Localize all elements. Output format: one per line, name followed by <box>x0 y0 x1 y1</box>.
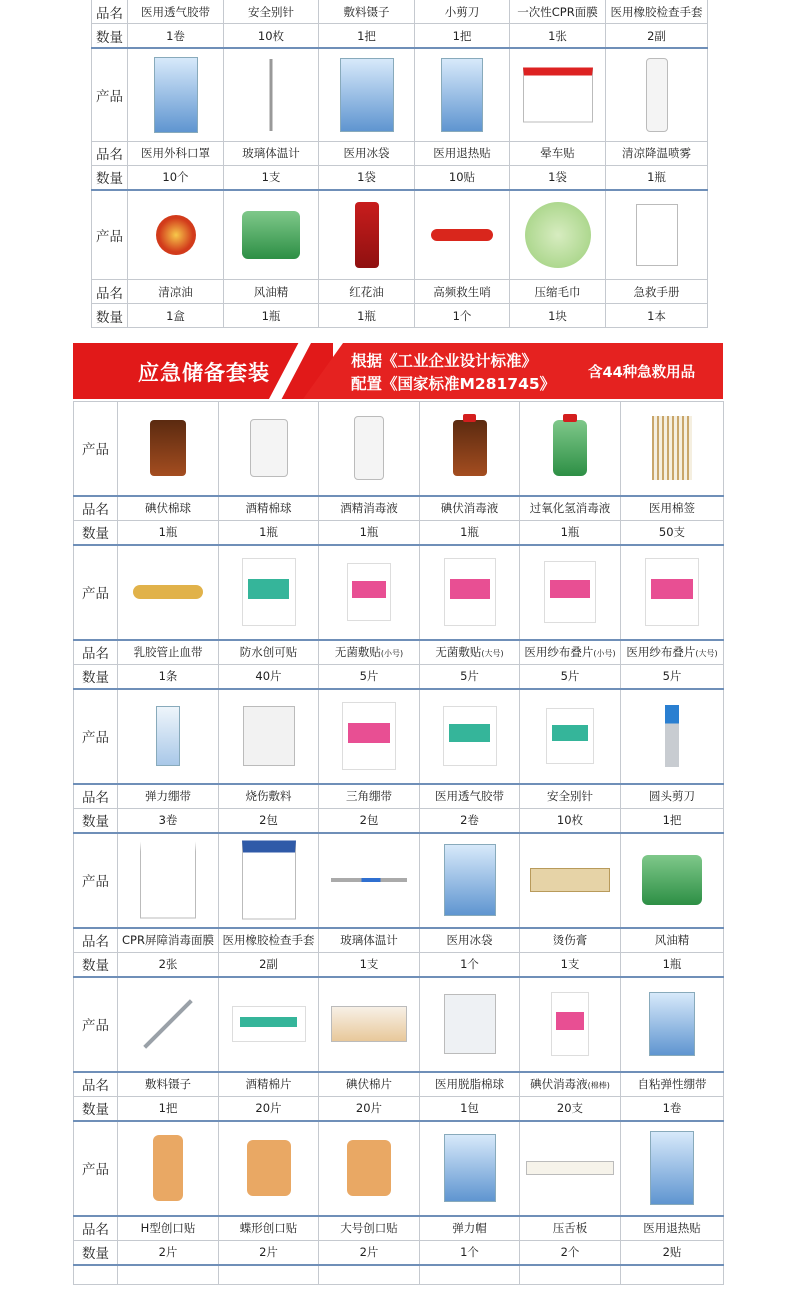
product-name: 压缩毛巾 <box>510 280 606 304</box>
product-label: 产品 <box>92 48 128 141</box>
cotton-swabs-image <box>652 416 692 480</box>
emergency-kit-banner <box>73 343 723 399</box>
cut-off-cell <box>420 1265 520 1285</box>
product-qty: 1支 <box>224 165 319 190</box>
cut-off-cell <box>118 1265 219 1285</box>
product-image <box>510 190 606 280</box>
product-qty: 2片 <box>219 1240 319 1265</box>
product-name: 碘伏棉球 <box>118 496 219 521</box>
name-row <box>74 784 724 809</box>
fever-patch-image <box>650 1131 694 1205</box>
product-qty: 1瓶 <box>420 520 520 545</box>
product-qty: 2副 <box>219 952 319 977</box>
name-row <box>92 141 708 165</box>
tweezers-image <box>143 999 192 1048</box>
qty-row <box>74 952 724 977</box>
product-qty: 3卷 <box>118 808 219 833</box>
product-qty: 2片 <box>118 1240 219 1265</box>
product-image <box>621 977 724 1072</box>
product-qty: 1块 <box>510 304 606 328</box>
product-image <box>415 190 510 280</box>
cut-off-cell <box>219 1265 319 1285</box>
ice-bag-image <box>444 844 496 916</box>
product-name: 急救手册 <box>606 280 708 304</box>
product-image <box>219 977 319 1072</box>
waterproof-bandage-image <box>242 558 296 626</box>
product-name: 医用透气胶带 <box>420 784 520 809</box>
product-name: 医用橡胶检查手套 <box>219 928 319 953</box>
product-image <box>420 402 520 496</box>
product-name: 烧伤敷料 <box>219 784 319 809</box>
product-image <box>118 545 219 640</box>
image-row <box>74 1121 724 1216</box>
alcohol-pads-image <box>232 1006 306 1042</box>
product-qty: 1盒 <box>128 304 224 328</box>
product-image <box>319 1121 420 1216</box>
large-bandage-image <box>347 1140 391 1196</box>
product-name: 圆头剪刀 <box>621 784 724 809</box>
product-name: 碘伏棉片 <box>319 1072 420 1097</box>
product-qty: 5片 <box>621 664 724 689</box>
product-image <box>510 48 606 141</box>
product-name: 敷料镊子 <box>319 0 415 24</box>
product-name: 防水创可贴 <box>219 640 319 665</box>
qty-row <box>92 165 708 190</box>
tourniquet-image <box>133 585 203 599</box>
product-qty: 2包 <box>319 808 420 833</box>
product-image <box>224 48 319 141</box>
product-name: 碘伏消毒液 <box>420 496 520 521</box>
fever-patch-image <box>441 58 483 132</box>
cut-off-cell <box>74 1265 118 1285</box>
product-image <box>415 48 510 141</box>
h-bandage-image <box>153 1135 183 1201</box>
banner-standard-line1: 根据《工业企业设计标准》 <box>351 352 538 370</box>
triangular-bandage-image <box>342 702 396 770</box>
product-qty: 5片 <box>520 664 621 689</box>
product-name: 医用冰袋 <box>319 141 415 165</box>
name-label: 品名 <box>74 496 118 521</box>
product-name: 蝶形创口贴 <box>219 1216 319 1241</box>
product-qty: 1袋 <box>510 165 606 190</box>
product-name: 医用透气胶带 <box>128 0 224 24</box>
product-qty: 1瓶 <box>606 165 708 190</box>
safflower-oil-image <box>355 202 379 268</box>
product-image <box>520 545 621 640</box>
product-image <box>606 190 708 280</box>
cut-off-cell <box>520 1265 621 1285</box>
image-row <box>74 977 724 1072</box>
product-qty: 1瓶 <box>319 304 415 328</box>
burn-cream-image <box>530 868 610 892</box>
product-qty: 1个 <box>420 1240 520 1265</box>
tongue-depressor-image <box>526 1161 614 1175</box>
product-name: 清凉油 <box>128 280 224 304</box>
iodophor-cotton-ball-bottle-image <box>150 420 186 476</box>
medicated-oil-image <box>642 855 702 905</box>
product-qty: 2贴 <box>621 1240 724 1265</box>
product-qty: 20支 <box>520 1096 621 1121</box>
size-note: (小号) <box>593 649 616 658</box>
product-image <box>520 977 621 1072</box>
product-image <box>219 1121 319 1216</box>
product-qty: 5片 <box>420 664 520 689</box>
surgical-mask-pack-image <box>154 57 198 133</box>
qty-label: 数量 <box>74 952 118 977</box>
product-qty: 1瓶 <box>621 952 724 977</box>
product-label: 产品 <box>74 1121 118 1216</box>
name-label: 品名 <box>74 784 118 809</box>
product-qty: 10枚 <box>520 808 621 833</box>
product-image <box>319 833 420 928</box>
product-label: 产品 <box>74 689 118 784</box>
product-image <box>420 833 520 928</box>
product-qty: 20片 <box>319 1096 420 1121</box>
qty-label: 数量 <box>74 1240 118 1265</box>
product-image <box>420 977 520 1072</box>
product-qty: 1袋 <box>319 165 415 190</box>
product-image <box>219 402 319 496</box>
product-qty: 1支 <box>319 952 420 977</box>
image-row <box>74 833 724 928</box>
product-label: 产品 <box>74 977 118 1072</box>
ice-bag-image <box>340 58 394 132</box>
product-name: 大号创口贴 <box>319 1216 420 1241</box>
product-image <box>621 689 724 784</box>
sterile-dressing-small-image <box>347 563 391 621</box>
product-name: 玻璃体温计 <box>224 141 319 165</box>
qty-label: 数量 <box>92 165 128 190</box>
product-name: 过氧化氢消毒液 <box>520 496 621 521</box>
image-row-partial <box>74 1265 724 1285</box>
qty-row <box>92 304 708 328</box>
top-product-table <box>91 0 708 328</box>
name-label: 品名 <box>92 280 128 304</box>
product-name: 乳胶管止血带 <box>118 640 219 665</box>
cut-off-cell <box>621 1265 724 1285</box>
product-qty: 1支 <box>520 952 621 977</box>
product-image <box>319 545 420 640</box>
product-qty: 1瓶 <box>224 304 319 328</box>
product-name: 烫伤膏 <box>520 928 621 953</box>
breathable-tape-image <box>443 706 497 766</box>
product-qty: 1个 <box>420 952 520 977</box>
product-name: 弹力帽 <box>420 1216 520 1241</box>
product-image <box>621 545 724 640</box>
qty-label: 数量 <box>92 304 128 328</box>
main-product-table <box>73 401 724 1285</box>
product-image <box>219 833 319 928</box>
product-name: 安全别针 <box>224 0 319 24</box>
gauze-large-image <box>645 558 699 626</box>
product-image <box>224 190 319 280</box>
cpr-mask-image <box>140 842 196 919</box>
name-row <box>74 1072 724 1097</box>
product-name: 小剪刀 <box>415 0 510 24</box>
product-image <box>420 545 520 640</box>
product-qty: 1把 <box>621 808 724 833</box>
product-qty: 2个 <box>520 1240 621 1265</box>
product-name: 玻璃体温计 <box>319 928 420 953</box>
product-name: 压舌板 <box>520 1216 621 1241</box>
product-name <box>420 640 520 665</box>
product-image <box>319 402 420 496</box>
product-name-text: 无菌敷贴 <box>334 645 381 659</box>
product-name: 医用退热贴 <box>621 1216 724 1241</box>
product-image <box>520 402 621 496</box>
cooling-spray-image <box>646 58 668 132</box>
elastic-bandage-image <box>156 706 180 766</box>
product-name: 一次性CPR面膜 <box>510 0 606 24</box>
product-name <box>520 1072 621 1097</box>
name-row <box>74 1216 724 1241</box>
product-qty: 1本 <box>606 304 708 328</box>
product-qty: 2卷 <box>420 808 520 833</box>
product-name: 自粘弹性绷带 <box>621 1072 724 1097</box>
product-name: 医用棉签 <box>621 496 724 521</box>
product-qty: 10枚 <box>224 24 319 49</box>
alcohol-disinfectant-image <box>354 416 384 480</box>
product-name: 红花油 <box>319 280 415 304</box>
qty-label: 数量 <box>74 520 118 545</box>
iodophor-pads-image <box>331 1006 407 1042</box>
product-qty: 1个 <box>415 304 510 328</box>
product-name: 医用冰袋 <box>420 928 520 953</box>
qty-label: 数量 <box>74 808 118 833</box>
product-name: 清凉降温喷雾 <box>606 141 708 165</box>
product-name-text: 无菌敷贴 <box>435 645 482 659</box>
banner-standard-line2: 配置《国家标准M281745》 <box>351 375 556 393</box>
product-name: 酒精棉球 <box>219 496 319 521</box>
name-row <box>74 640 724 665</box>
name-row <box>74 928 724 953</box>
product-qty: 10贴 <box>415 165 510 190</box>
product-image <box>118 977 219 1072</box>
self-adhesive-bandage-image <box>649 992 695 1056</box>
product-name: 风油精 <box>621 928 724 953</box>
product-image <box>420 1121 520 1216</box>
product-image <box>621 833 724 928</box>
elastic-cap-image <box>444 1134 496 1202</box>
cut-off-cell <box>319 1265 420 1285</box>
sterile-dressing-large-image <box>444 558 496 626</box>
product-image <box>621 402 724 496</box>
product-image <box>319 977 420 1072</box>
product-qty: 1把 <box>319 24 415 49</box>
balm-tin-image <box>156 215 196 255</box>
product-qty: 1瓶 <box>520 520 621 545</box>
product-name-text: 碘伏消毒液 <box>530 1077 588 1091</box>
image-row <box>74 545 724 640</box>
image-row <box>74 689 724 784</box>
qty-row <box>74 1240 724 1265</box>
compressed-towel-image <box>525 202 591 268</box>
product-name: 医用退热贴 <box>415 141 510 165</box>
product-image <box>520 1121 621 1216</box>
iodophor-disinfectant-image <box>453 420 487 476</box>
name-label: 品名 <box>74 1216 118 1241</box>
size-note: (棉棒) <box>587 1081 610 1090</box>
product-qty: 1卷 <box>128 24 224 49</box>
qty-label: 数量 <box>92 24 128 49</box>
product-image <box>128 190 224 280</box>
qty-row <box>74 664 724 689</box>
alcohol-cotton-ball-bottle-image <box>250 419 288 477</box>
product-qty: 1瓶 <box>219 520 319 545</box>
product-qty: 40片 <box>219 664 319 689</box>
absorbent-cotton-image <box>444 994 496 1054</box>
product-name: 高频救生哨 <box>415 280 510 304</box>
product-qty: 10个 <box>128 165 224 190</box>
product-image <box>420 689 520 784</box>
name-label: 品名 <box>74 640 118 665</box>
product-qty: 50支 <box>621 520 724 545</box>
name-label: 品名 <box>74 928 118 953</box>
product-name-text: 医用纱布叠片 <box>626 645 696 659</box>
product-qty: 1包 <box>420 1096 520 1121</box>
product-image <box>520 833 621 928</box>
product-name: 三角绷带 <box>319 784 420 809</box>
product-label: 产品 <box>92 190 128 280</box>
product-name <box>520 640 621 665</box>
name-row <box>92 0 708 24</box>
product-name: 晕车贴 <box>510 141 606 165</box>
product-image <box>128 48 224 141</box>
banner-title: 应急储备套装 <box>138 361 270 385</box>
butterfly-bandage-image <box>247 1140 291 1196</box>
product-image <box>621 1121 724 1216</box>
qty-row <box>74 520 724 545</box>
burn-dressing-image <box>243 706 295 766</box>
product-name: 弹力绷带 <box>118 784 219 809</box>
product-image <box>319 190 415 280</box>
hydrogen-peroxide-image <box>553 420 587 476</box>
motion-sickness-patch-image <box>523 67 593 122</box>
product-name: 医用橡胶检查手套 <box>606 0 708 24</box>
product-image <box>219 689 319 784</box>
product-image <box>520 689 621 784</box>
product-name: 医用脱脂棉球 <box>420 1072 520 1097</box>
product-qty: 2包 <box>219 808 319 833</box>
name-label: 品名 <box>92 141 128 165</box>
product-qty: 1把 <box>118 1096 219 1121</box>
product-qty: 2张 <box>118 952 219 977</box>
product-image <box>606 48 708 141</box>
gloves-pack-image <box>242 841 296 920</box>
product-name: 安全别针 <box>520 784 621 809</box>
product-qty: 1张 <box>510 24 606 49</box>
size-note: (大号) <box>695 649 718 658</box>
banner-item-count: 含44种急救用品 <box>588 365 696 381</box>
qty-label: 数量 <box>74 664 118 689</box>
qty-label: 数量 <box>74 1096 118 1121</box>
product-image <box>118 1121 219 1216</box>
glass-thermometer-image <box>331 878 407 882</box>
product-qty: 1瓶 <box>118 520 219 545</box>
gauze-small-image <box>544 561 596 623</box>
product-name-text: 医用纱布叠片 <box>524 645 594 659</box>
image-row <box>92 190 708 280</box>
product-qty: 1把 <box>415 24 510 49</box>
product-name: 敷料镊子 <box>118 1072 219 1097</box>
product-name: 酒精棉片 <box>219 1072 319 1097</box>
whistle-image <box>431 229 493 241</box>
product-name <box>621 640 724 665</box>
product-image <box>118 402 219 496</box>
medicated-oil-image <box>242 211 300 259</box>
qty-row <box>92 24 708 49</box>
product-qty: 2副 <box>606 24 708 49</box>
product-name: H型创口贴 <box>118 1216 219 1241</box>
product-qty: 1瓶 <box>319 520 420 545</box>
glass-thermometer-image <box>270 59 273 131</box>
name-row <box>92 280 708 304</box>
name-label: 品名 <box>74 1072 118 1097</box>
product-name: 医用外科口罩 <box>128 141 224 165</box>
qty-row <box>74 808 724 833</box>
safety-pin-pack-image <box>546 708 594 764</box>
iodophor-swabs-image <box>551 992 589 1056</box>
product-qty: 20片 <box>219 1096 319 1121</box>
product-qty: 5片 <box>319 664 420 689</box>
name-label: 品名 <box>92 0 128 24</box>
image-row <box>92 48 708 141</box>
product-qty: 1条 <box>118 664 219 689</box>
first-aid-manual-image <box>636 204 678 266</box>
product-image <box>219 545 319 640</box>
product-image <box>118 833 219 928</box>
product-qty: 2片 <box>319 1240 420 1265</box>
product-name: CPR屏障消毒面膜 <box>118 928 219 953</box>
product-name: 酒精消毒液 <box>319 496 420 521</box>
size-note: (小号) <box>380 649 404 658</box>
product-label: 产品 <box>74 545 118 640</box>
scissors-image <box>665 705 679 767</box>
product-image <box>319 689 420 784</box>
name-row <box>74 496 724 521</box>
product-name: 风油精 <box>224 280 319 304</box>
product-name <box>319 640 420 665</box>
product-qty: 1卷 <box>621 1096 724 1121</box>
product-label: 产品 <box>74 833 118 928</box>
size-note: (大号) <box>481 649 504 658</box>
product-image <box>319 48 415 141</box>
product-label: 产品 <box>74 402 118 496</box>
image-row <box>74 402 724 496</box>
product-image <box>118 689 219 784</box>
qty-row <box>74 1096 724 1121</box>
